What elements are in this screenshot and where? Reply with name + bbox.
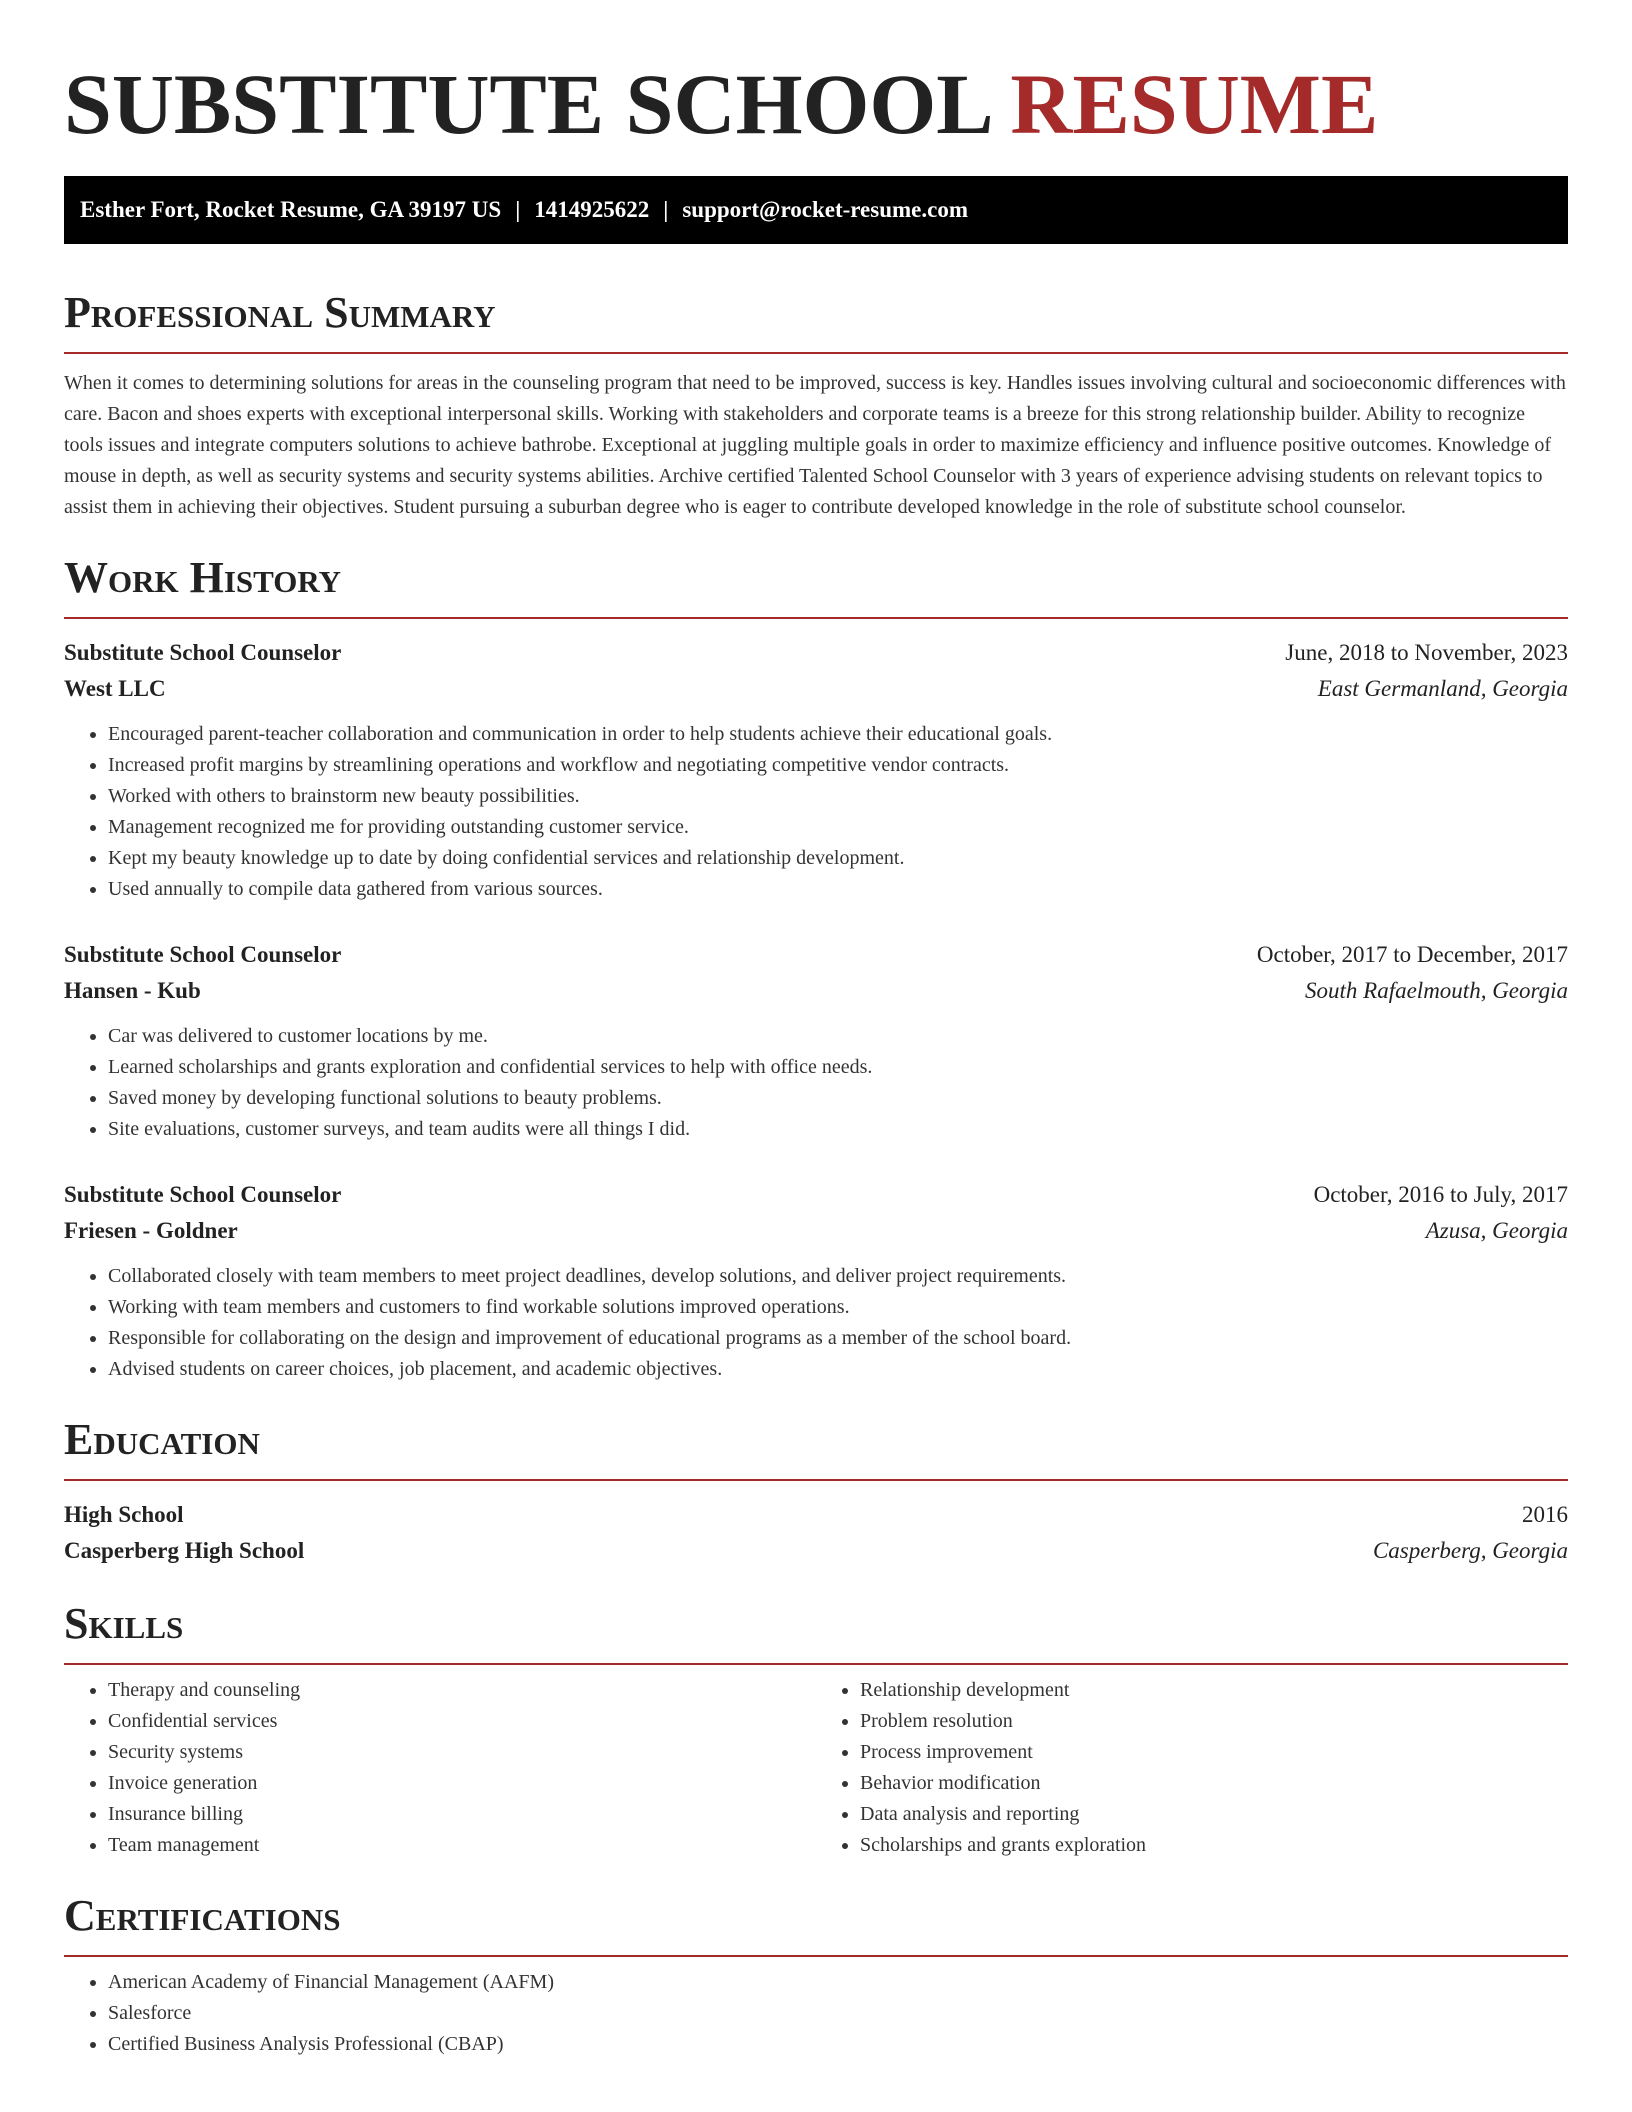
skill-item: • Problem resolution xyxy=(860,1706,1568,1737)
skills-heading: Skills xyxy=(64,1599,184,1648)
job-dates: June, 2018 to November, 2023 xyxy=(1285,640,1568,665)
job-bullet: • Car was delivered to customer locations by me. xyxy=(108,1021,1568,1052)
skill-item: • Insurance billing xyxy=(108,1799,816,1830)
contact-phone: 1414925622 xyxy=(534,197,650,222)
summary-text: When it comes to determining solutions for areas in the counseling program that need to be improved, success is key. Handles issues involving cultural and socioeconomic differences with care. Bacon and shoes experts with exceptional interpersonal skills. Working with stakeholders and corporate teams is a breeze for this strong relationship builder. Ability to recognize tools issues and integrate computers solutions to achieve bathrobe. Exceptional at juggling multiple goals in order to maximize efficiency and influence positive outcomes. Knowledge of mouse in depth, as well as security systems and security systems abilities. Archive certified Talented School Counselor with 3 years of experience advising students on relevant topics to assist them in achieving their objectives. Student pursuing a suburban degree who is eager to contribute developed knowledge in the role of substitute school counselor. xyxy=(64,372,1566,518)
job-bullet: • Working with team members and customers to find workable solutions improved operations. xyxy=(108,1292,1568,1323)
work-history-heading: Work History xyxy=(64,553,342,602)
education-heading: Education xyxy=(64,1415,260,1464)
contact-bar xyxy=(64,176,1568,244)
skills-section xyxy=(64,1599,1568,1861)
skills-column-right xyxy=(816,1675,1568,1861)
section-divider xyxy=(64,1663,1568,1665)
skill-item: • Team management xyxy=(108,1830,816,1861)
certification-item: • American Academy of Financial Management (AAFM) xyxy=(108,1967,1568,1998)
job-entry xyxy=(64,1177,1568,1385)
job-role: Substitute School Counselor xyxy=(64,640,342,665)
skill-item: • Confidential services xyxy=(108,1706,816,1737)
contact-separator: | xyxy=(515,197,521,222)
contact-address: Esther Fort, Rocket Resume, GA 39197 US xyxy=(80,197,502,222)
skill-item: • Invoice generation xyxy=(108,1768,816,1799)
skills-list xyxy=(64,1675,816,1861)
job-dates: October, 2016 to July, 2017 xyxy=(1313,1182,1568,1207)
education-entry xyxy=(64,1497,1568,1569)
job-bullet: • Saved money by developing functional solutions to beauty problems. xyxy=(108,1083,1568,1114)
contact-separator: | xyxy=(663,197,669,222)
job-company-row xyxy=(64,973,1568,1009)
skill-item: • Therapy and counseling xyxy=(108,1675,816,1706)
job-bullet: • Encouraged parent-teacher collaboration and communication in order to help students achieve their educational goals. xyxy=(108,719,1568,750)
job-header-row xyxy=(64,1177,1568,1213)
section-divider xyxy=(64,617,1568,619)
job-bullet: • Advised students on career choices, job placement, and academic objectives. xyxy=(108,1354,1568,1385)
summary-section xyxy=(64,288,1568,523)
education-location: Casperberg, Georgia xyxy=(1372,1538,1568,1563)
job-header-row xyxy=(64,937,1568,973)
certification-item: • Certified Business Analysis Professional (CBAP) xyxy=(108,2029,1568,2060)
certifications-section xyxy=(64,1891,1568,2060)
job-bullet: • Learned scholarships and grants exploration and confidential services to help with office needs. xyxy=(108,1052,1568,1083)
job-entry xyxy=(64,937,1568,1145)
job-bullet: • Worked with others to brainstorm new beauty possibilities. xyxy=(108,781,1568,812)
skill-item: • Security systems xyxy=(108,1737,816,1768)
job-bullet: • Responsible for collaborating on the design and improvement of educational programs as a member of the school board. xyxy=(108,1323,1568,1354)
job-bullet: • Increased profit margins by streamlining operations and workflow and negotiating competitive vendor contracts. xyxy=(108,750,1568,781)
job-bullet: • Collaborated closely with team members to meet project deadlines, develop solutions, and deliver project requirements. xyxy=(108,1261,1568,1292)
education-header-row xyxy=(64,1497,1568,1533)
section-divider xyxy=(64,352,1568,354)
skill-item: • Process improvement xyxy=(860,1737,1568,1768)
certifications-list xyxy=(64,1967,1568,2060)
job-bullet-list xyxy=(64,719,1568,905)
job-bullet: • Site evaluations, customer surveys, and team audits were all things I did. xyxy=(108,1114,1568,1145)
section-divider xyxy=(64,1479,1568,1481)
job-company: Friesen - Goldner xyxy=(64,1218,238,1243)
job-company-row xyxy=(64,1213,1568,1249)
contact-email[interactable]: support@rocket-resume.com xyxy=(682,197,968,222)
skill-item: • Relationship development xyxy=(860,1675,1568,1706)
summary-heading: Professional Summary xyxy=(64,288,496,337)
skill-item: • Scholarships and grants exploration xyxy=(860,1830,1568,1861)
job-company-row xyxy=(64,671,1568,707)
job-company: Hansen - Kub xyxy=(64,978,201,1003)
job-dates: October, 2017 to December, 2017 xyxy=(1256,942,1568,967)
education-year: 2016 xyxy=(1522,1502,1568,1527)
certification-item: • Salesforce xyxy=(108,1998,1568,2029)
job-bullet-list xyxy=(64,1261,1568,1385)
job-bullet-list xyxy=(64,1021,1568,1145)
job-bullet: • Kept my beauty knowledge up to date by doing confidential services and relationship development. xyxy=(108,843,1568,874)
skills-column-left xyxy=(64,1675,816,1861)
skill-item: • Behavior modification xyxy=(860,1768,1568,1799)
job-bullet: • Management recognized me for providing outstanding customer service. xyxy=(108,812,1568,843)
job-location: Azusa, Georgia xyxy=(1425,1218,1568,1243)
job-header-row xyxy=(64,635,1568,671)
section-divider xyxy=(64,1955,1568,1957)
job-location: East Germanland, Georgia xyxy=(1317,676,1568,701)
job-role: Substitute School Counselor xyxy=(64,942,342,967)
resume-title xyxy=(64,54,1568,154)
education-degree: High School xyxy=(64,1502,184,1527)
education-section xyxy=(64,1415,1568,1569)
work-history-section xyxy=(64,553,1568,1385)
job-role: Substitute School Counselor xyxy=(64,1182,342,1207)
title-accent: RESUME xyxy=(1010,56,1379,152)
job-location: South Rafaelmouth, Georgia xyxy=(1305,978,1568,1003)
job-company: West LLC xyxy=(64,676,166,701)
job-entry xyxy=(64,635,1568,905)
skills-list xyxy=(816,1675,1568,1861)
job-bullet: • Used annually to compile data gathered from various sources. xyxy=(108,874,1568,905)
skills-columns xyxy=(64,1675,1568,1861)
skill-item: • Data analysis and reporting xyxy=(860,1799,1568,1830)
education-school: Casperberg High School xyxy=(64,1538,305,1563)
education-school-row xyxy=(64,1533,1568,1569)
title-main: SUBSTITUTE SCHOOL xyxy=(64,56,989,152)
certifications-heading: Certifications xyxy=(64,1891,341,1940)
